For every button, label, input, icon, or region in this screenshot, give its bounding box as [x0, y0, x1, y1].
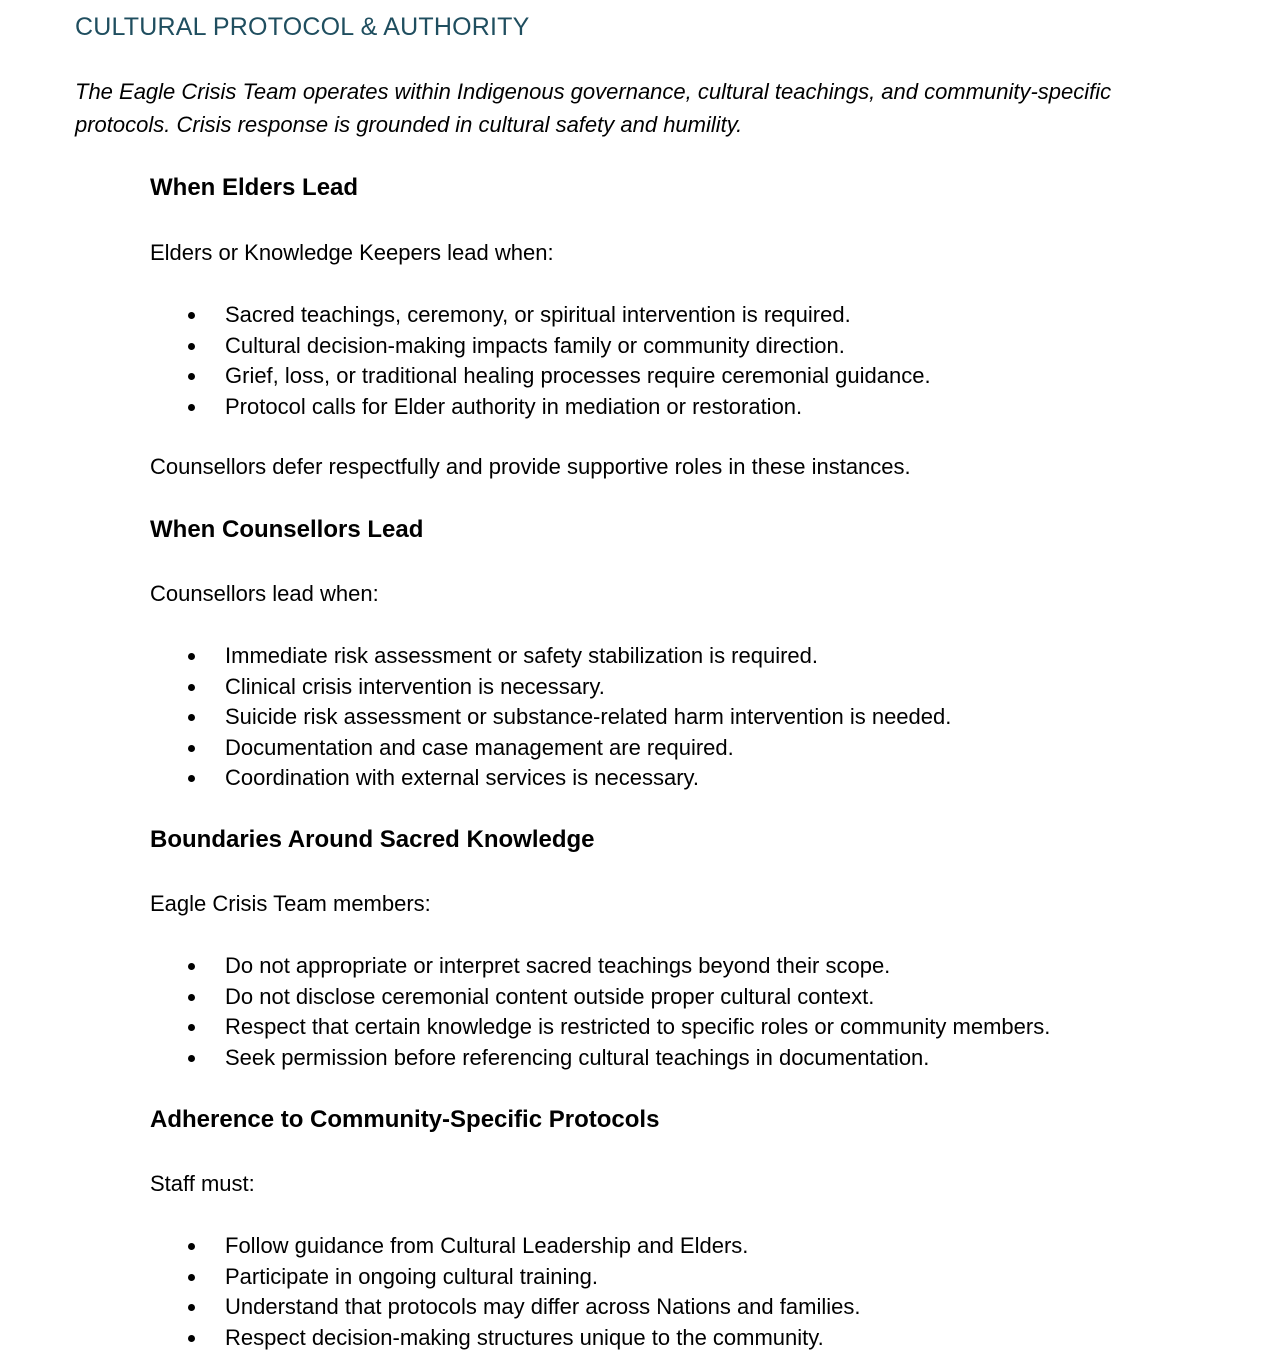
- list-item-text: Grief, loss, or traditional healing processes require ceremonial guidance.: [225, 363, 931, 388]
- section-closing: Counsellors defer respectfully and provide supportive roles in these instances.: [150, 454, 911, 479]
- list-item: [150, 733, 1230, 764]
- list-item: [150, 300, 1230, 331]
- bullet-icon: [188, 963, 195, 970]
- section-counsellors-lead: [150, 515, 1230, 794]
- list-item-text: Respect that certain knowledge is restricted to specific roles or community members.: [225, 1014, 1051, 1039]
- bullet-icon: [188, 653, 195, 660]
- intro-paragraph: The Eagle Crisis Team operates within Indigenous governance, cultural teachings, and community-specific protocols. Crisis response is grounded in cultural safety and humility.: [75, 79, 1112, 137]
- list-item-text: Cultural decision-making impacts family or community direction.: [225, 332, 845, 358]
- page-title: CULTURAL PROTOCOL & AUTHORITY: [75, 13, 530, 41]
- list-item: [150, 1292, 1230, 1323]
- section-sacred-knowledge: [150, 825, 1230, 1073]
- list-item-text: Documentation and case management are required.: [225, 734, 734, 760]
- list-item-text: Clinical crisis intervention is necessary.: [225, 673, 605, 699]
- list-item: [150, 1323, 1230, 1354]
- section-heading: When Elders Lead: [150, 174, 359, 201]
- bullet-icon: [188, 684, 195, 691]
- bullet-icon: [188, 775, 195, 782]
- bullet-list: [150, 300, 1230, 422]
- section-heading: Adherence to Community-Specific Protocols: [150, 1106, 660, 1133]
- list-item-text: Respect decision-making structures unique to the community.: [225, 1324, 824, 1350]
- list-item-text: Seek permission before referencing cultural teachings in documentation.: [225, 1044, 930, 1070]
- bullet-list: [150, 951, 1230, 1073]
- list-item-text: Understand that protocols may differ across Nations and families.: [225, 1294, 861, 1319]
- bullet-icon: [188, 745, 195, 752]
- list-item: [150, 982, 1230, 1013]
- list-item-text: Do not appropriate or interpret sacred teachings beyond their scope.: [225, 953, 891, 978]
- list-item: [150, 1262, 1230, 1293]
- bullet-icon: [188, 343, 195, 350]
- bullet-icon: [188, 1304, 195, 1311]
- bullet-icon: [188, 1335, 195, 1342]
- list-item: [150, 392, 1230, 423]
- list-item: [150, 331, 1230, 362]
- bullet-list: [150, 641, 1230, 794]
- list-item: [150, 951, 1230, 982]
- section-lead: Elders or Knowledge Keepers lead when:: [150, 240, 554, 265]
- list-item: [150, 1012, 1230, 1043]
- bullet-icon: [188, 1024, 195, 1031]
- list-item: [150, 641, 1230, 672]
- list-item-text: Do not disclose ceremonial content outside proper cultural context.: [225, 983, 875, 1009]
- section-heading: Boundaries Around Sacred Knowledge: [150, 826, 595, 853]
- list-item: [150, 672, 1230, 703]
- list-item-text: Participate in ongoing cultural training.: [225, 1263, 599, 1289]
- section-elders-lead: [150, 173, 1230, 482]
- section-community-protocols: [150, 1105, 1230, 1353]
- list-item-text: Immediate risk assessment or safety stabilization is required.: [225, 643, 819, 668]
- bullet-icon: [188, 1274, 195, 1281]
- section-lead: Counsellors lead when:: [150, 581, 379, 606]
- list-item: [150, 361, 1230, 392]
- list-item: [150, 1231, 1230, 1262]
- bullet-list: [150, 1231, 1230, 1353]
- bullet-icon: [188, 714, 195, 721]
- list-item-text: Follow guidance from Cultural Leadership and Elders.: [225, 1233, 749, 1258]
- section-lead: Staff must:: [150, 1171, 255, 1196]
- bullet-icon: [188, 1243, 195, 1250]
- bullet-icon: [188, 312, 195, 319]
- list-item-text: Protocol calls for Elder authority in mediation or restoration.: [225, 393, 803, 419]
- bullet-icon: [188, 373, 195, 380]
- bullet-icon: [188, 404, 195, 411]
- bullet-icon: [188, 994, 195, 1001]
- section-lead: Eagle Crisis Team members:: [150, 891, 431, 916]
- list-item-text: Coordination with external services is necessary.: [225, 765, 700, 790]
- list-item: [150, 1043, 1230, 1074]
- list-item: [150, 702, 1230, 733]
- list-item-text: Sacred teachings, ceremony, or spiritual intervention is required.: [225, 302, 851, 327]
- bullet-icon: [188, 1055, 195, 1062]
- section-heading: When Counsellors Lead: [150, 516, 424, 543]
- list-item-text: Suicide risk assessment or substance-related harm intervention is needed.: [225, 704, 952, 729]
- list-item: [150, 763, 1230, 794]
